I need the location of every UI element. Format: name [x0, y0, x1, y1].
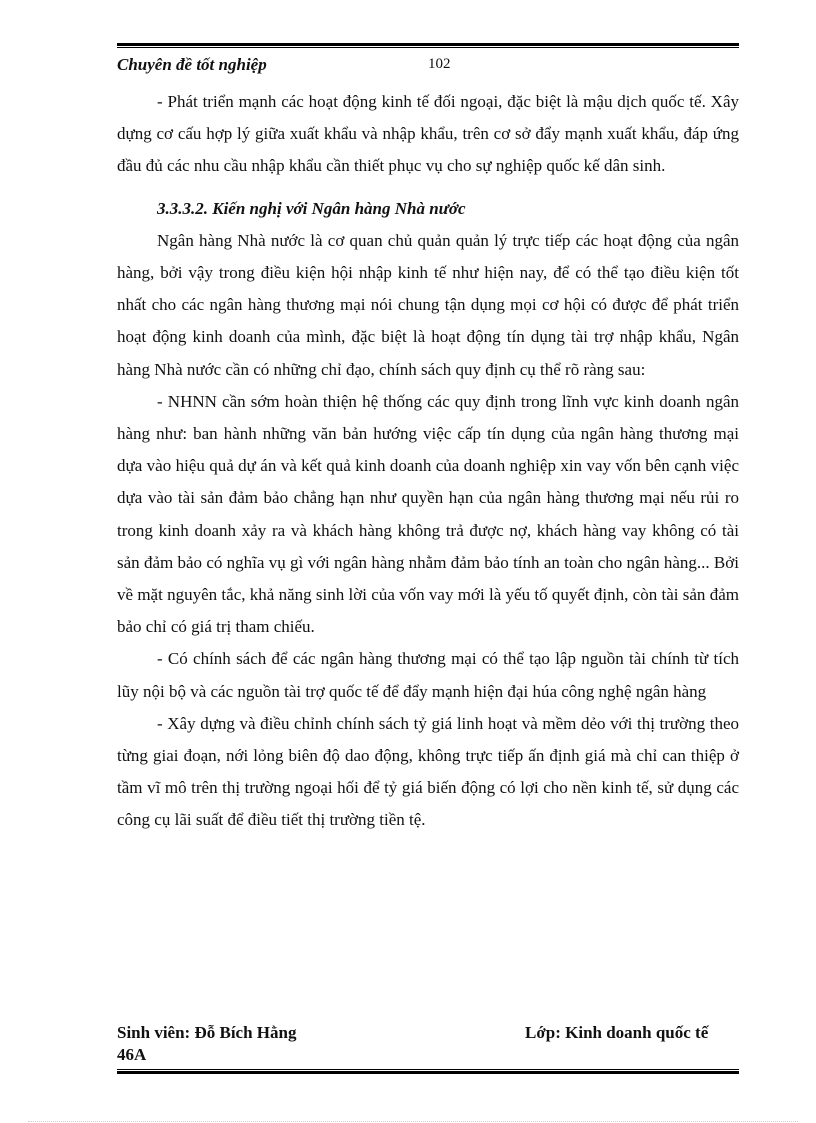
footer-rule — [117, 1069, 739, 1074]
footer-class: Lớp: Kinh doanh quốc tế — [525, 1023, 709, 1042]
document-body — [117, 86, 739, 837]
header-title: Chuyên đề tốt nghiệp — [117, 55, 267, 74]
paragraph-regulations: - NHNN cần sớm hoàn thiện hệ thống các quy định trong lĩnh vực kinh doanh ngân hàng như: ban hành những văn bản hướng việc cấp tín dụng của ngân hàng thương mại dựa vào hiệu quả dự án và kết quả kinh doanh của doanh nghiệp xin vay vốn bên cạnh việc dựa vào tài sản đảm bảo chẳng hạn như quyền hạn của ngân hàng thương mại nếu rủi ro trong kinh doanh xảy ra và khách hàng không trả được nợ, khách hàng vay không có tài sản đảm bảo có nghĩa vụ gì với ngân hàng nhằm đảm bảo tính an toàn cho ngân hàng... Bởi về mặt nguyên tắc, khả năng sinh lời của vốn vay mới là yếu tố quyết định, còn tài sản đảm bảo chỉ có giá trị tham chiếu. — [117, 391, 739, 637]
paragraph-foreign-trade: - Phát triển mạnh các hoạt động kinh tế đối ngoại, đặc biệt là mậu dịch quốc tế. Xây dựng cơ cấu hợp lý giữa xuất khẩu và nhập khẩu, trên cơ sở đẩy mạnh xuất khẩu, đáp ứng đầu đủ các nhu cầu nhập khẩu cần thiết phục vụ cho sự nghiệp quốc kế dân sinh. — [117, 92, 739, 176]
page-number: 102 — [428, 56, 451, 72]
footer-student: Sinh viên: Đỗ Bích Hằng — [117, 1023, 297, 1042]
paragraph-funding-policy: - Có chính sách để các ngân hàng thương mại có thể tạo lập nguồn tài chính từ tích lũy nội bộ và các nguồn tài trợ quốc tế để đẩy mạnh hiện đại húa công nghệ ngân hàng — [117, 649, 739, 701]
header-rule — [117, 43, 739, 48]
footer-class-suffix: 46A — [117, 1045, 147, 1064]
paragraph-state-bank-intro: Ngân hàng Nhà nước là cơ quan chủ quản quản lý trực tiếp các hoạt động của ngân hàng, bởi vậy trong điều kiện hội nhập kinh tế như hiện nay, để có thể tạo điều kiện tốt nhất cho các ngân hàng thương mại nói chung tận dụng mọi cơ hội có được để phát triển hoạt động kinh doanh của mình, đặc biệt là hoạt động tín dụng tài trợ nhập khẩu, Ngân hàng Nhà nước cần có những chỉ đạo, chính sách quy định cụ thể rõ ràng sau: — [117, 230, 739, 379]
paragraph-exchange-rate: - Xây dựng và điều chỉnh chính sách tỷ giá linh hoạt và mềm dẻo với thị trường theo từng giai đoạn, nới lỏng biên độ dao động, không trực tiếp ấn định giá mà chỉ can thiệp ở tầm vĩ mô trên thị trường ngoại hối để tỷ giá biến động có lợi cho nền kinh tế, sử dụng các công cụ lãi suất để điều tiết thị trường tiền tệ. — [117, 713, 739, 830]
page-edge-divider — [28, 1121, 798, 1122]
section-heading: 3.3.3.2. Kiến nghị với Ngân hàng Nhà nước — [157, 198, 466, 218]
